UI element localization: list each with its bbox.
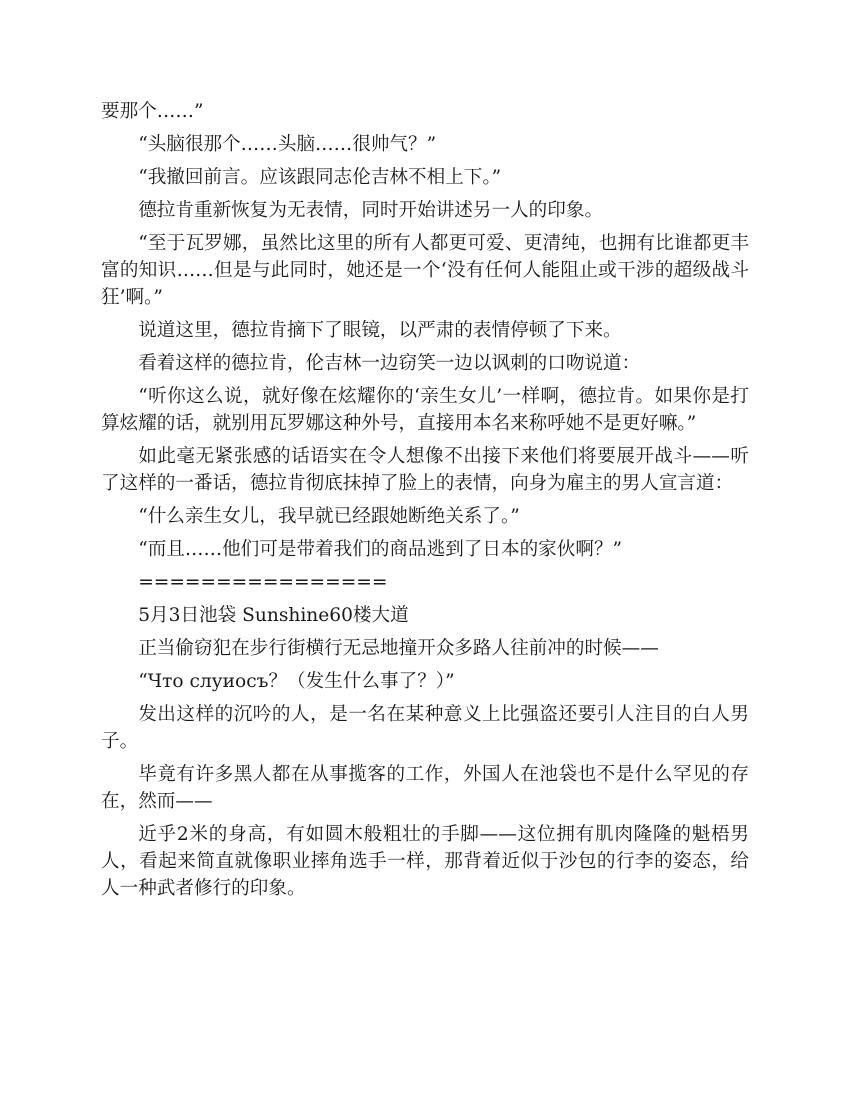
- paragraph-14: 正当偷窃犯在步行街横行无忌地撞开众多路人往前冲的时候——: [138, 638, 659, 659]
- paragraph-9: 如此毫无紧张感的话语实在令人想像不出接下来他们将要展开战斗——听了这样的一番话，德拉肯彻底抹掉了脸上的表情，向身为雇主的男人宣言道：: [101, 446, 749, 494]
- paragraph-15: “Что слуиосъ？（发生什么事了？）”: [138, 671, 455, 692]
- section-divider: ================: [138, 572, 388, 593]
- paragraph-6: 说道这里，德拉肯摘下了眼镜，以严肃的表情停顿了下来。: [138, 320, 622, 341]
- paragraph-1: 要那个……”: [101, 101, 204, 122]
- document-body: [101, 98, 749, 908]
- paragraph-17: 毕竟有许多黑人都在从事揽客的工作，外国人在池袋也不是什么罕见的存在，然而——: [101, 764, 749, 812]
- paragraph-16: 发出这样的沉吟的人，是一名在某种意义上比强盗还要引人注目的白人男子。: [101, 704, 749, 752]
- paragraph-3: “我撤回前言。应该跟同志伦吉林不相上下。”: [138, 167, 502, 188]
- paragraph-7: 看着这样的德拉肯，伦吉林一边窃笑一边以讽刺的口吻说道：: [138, 353, 641, 374]
- paragraph-8: “听你这么说，就好像在炫耀你的‘亲生女儿’一样啊，德拉肯。如果你是打算炫耀的话，就别用瓦罗娜这种外号，直接用本名来称呼她不是更好嘛。”: [101, 386, 749, 434]
- paragraph-5: “至于瓦罗娜，虽然比这里的所有人都更可爱、更清纯，也拥有比谁都更丰富的知识……但是与此同时，她还是一个‘没有任何人能阻止或干涉的超级战斗狂’啊。”: [101, 233, 749, 308]
- paragraph-2: “头脑很那个……头脑……很帅气？”: [138, 134, 437, 155]
- paragraph-4: 德拉肯重新恢复为无表情，同时开始讲述另一人的印象。: [138, 200, 604, 221]
- scene-heading: 5月3日池袋 Sunshine60楼大道: [138, 605, 409, 626]
- paragraph-10: “什么亲生女儿，我早就已经跟她断绝关系了。”: [138, 506, 520, 527]
- paragraph-11: “而且……他们可是带着我们的商品逃到了日本的家伙啊？”: [138, 539, 623, 560]
- paragraph-18: 近乎2米的身高，有如圆木般粗壮的手脚——这位拥有肌肉隆隆的魁梧男人，看起来简直就像职业摔角选手一样，那背着近似于沙包的行李的姿态，给人一种武者修行的印象。: [101, 824, 749, 899]
